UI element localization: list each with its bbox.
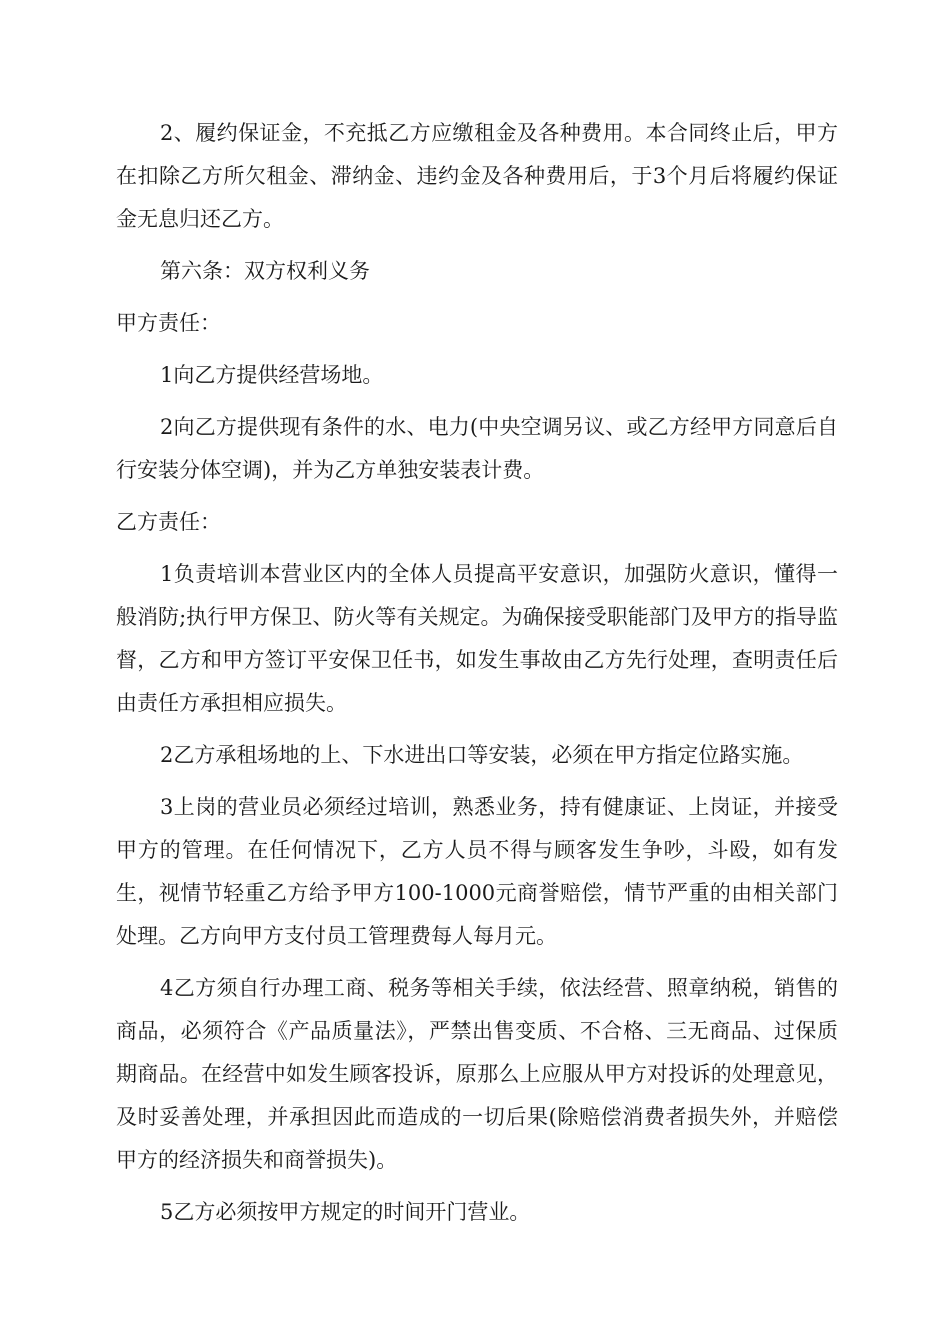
party-b-item-5: 5乙方必须按甲方规定的时间开门营业。 <box>160 1200 531 1224</box>
party-b-item-3: 3上岗的营业员必须经过培训，熟悉业务，持有健康证、上岗证，并接受甲方的管理。在任何情况下，乙方人员不得与顾客发生争吵，斗殴，如有发生，视情节轻重乙方给予甲方100-1000元商誉赔偿，情节严重的由相关部门处理。乙方向甲方支付员工管理费每人每月元。 <box>116 795 838 948</box>
party-a-item-2: 2向乙方提供现有条件的水、电力(中央空调另议、或乙方经甲方同意后自行安装分体空调)，并为乙方单独安装表计费。 <box>116 415 838 482</box>
party-a-item-1: 1向乙方提供经营场地。 <box>160 363 384 387</box>
party-a-heading: 甲方责任： <box>116 311 221 335</box>
party-b-item-4: 4乙方须自行办理工商、税务等相关手续，依法经营、照章纳税，销售的商品，必须符合《产品质量法》，严禁出售变质、不合格、三无商品、过保质期商品。在经营中如发生顾客投诉，原那么上应服从甲方对投诉的处理意见，及时妥善处理，并承担因此而造成的一切后果(除赔偿消费者损失外，并赔偿甲方的经济损失和商誉损失)。 <box>116 976 838 1172</box>
article-6-heading: 第六条：双方权利义务 <box>160 259 370 283</box>
party-b-item-2: 2乙方承租场地的上、下水进出口等安装，必须在甲方指定位路实施。 <box>160 743 804 767</box>
party-b-heading: 乙方责任： <box>116 510 221 534</box>
party-b-item-1: 1负责培训本营业区内的全体人员提高平安意识，加强防火意识，懂得一般消防;执行甲方保卫、防火等有关规定。为确保接受职能部门及甲方的指导监督，乙方和甲方签订平安保卫任书，如发生事故由乙方先行处理，查明责任后由责任方承担相应损失。 <box>116 562 838 715</box>
deposit-clause-2: 2、履约保证金，不充抵乙方应缴租金及各种费用。本合同终止后，甲方在扣除乙方所欠租金、滞纳金、违约金及各种费用后，于3个月后将履约保证金无息归还乙方。 <box>116 121 838 231</box>
